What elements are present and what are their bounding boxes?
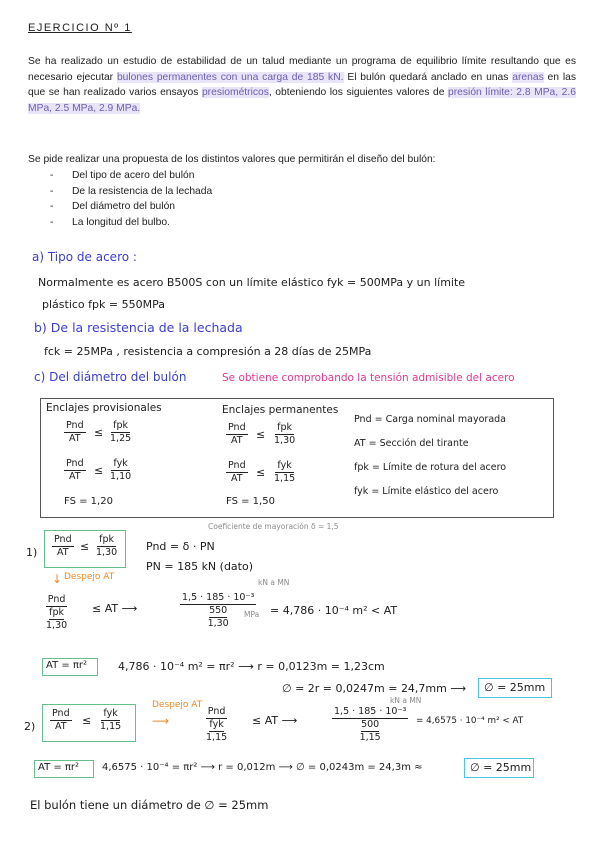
section-c-title: c) Del diámetro del bulón	[34, 370, 187, 384]
coef-annotation: Coeficiente de mayoración δ = 1,5	[208, 522, 339, 531]
section-b-title: b) De la resistencia de la lechada	[34, 320, 243, 335]
step2-number: 2)	[24, 720, 36, 733]
leq-sign: ≤	[256, 466, 266, 479]
conclusion: El bulón tiene un diámetro de ∅ = 25mm	[30, 798, 269, 812]
leq-sign: ≤	[94, 426, 104, 439]
perm-f1-rhs: fpk 1,30	[274, 422, 296, 446]
step1-number: 1)	[26, 546, 38, 559]
step2-numeric-fraction: 1,5 · 185 · 10⁻³ 500 1,15	[334, 706, 407, 743]
task-item: - Del diámetro del bulón	[50, 199, 212, 215]
step1-diameter-result: ∅ = 25mm	[484, 681, 546, 694]
perm-fs: FS = 1,50	[226, 496, 275, 507]
highlight-soil: arenas	[512, 71, 544, 83]
section-b-line: fck = 25MPa , resistencia a compresión a 28 días de 25MPa	[44, 345, 372, 358]
step1-radius: 4,786 · 10⁻⁴ m² = πr² ⟶ r = 0,0123m = 1,23cm	[118, 660, 385, 673]
pnd-formula: Pnd = δ · PN	[146, 540, 215, 553]
legend-fyk: fyk = Límite elástico del acero	[354, 486, 499, 497]
unit-note-2: kN a MN	[390, 696, 422, 705]
pn-value: PN = 185 kN (dato)	[146, 560, 254, 573]
despejo-label-1: Despejo AT	[64, 572, 115, 582]
step1-diameter: ∅ = 2r = 0,0247m = 24,7mm ⟶	[282, 682, 467, 695]
problem-statement	[28, 54, 576, 116]
area-formula: AT = πr²	[46, 660, 88, 671]
step1-result: = 4,786 · 10⁻⁴ m² < AT	[270, 604, 398, 617]
step1-numeric-fraction: 1,5 · 185 · 10⁻³ 550 1,30	[182, 592, 255, 629]
section-a-title: a) Tipo de acero :	[32, 250, 137, 264]
legend-at: AT = Sección del tirante	[354, 438, 469, 449]
permanent-title: Enclajes permanentes	[222, 404, 339, 416]
prov-f2-rhs: fyk 1,10	[110, 458, 132, 482]
task-list	[50, 168, 212, 230]
statement-text: en las que se han realizado varios ensayos	[28, 71, 576, 98]
mpa-annotation: MPa	[244, 610, 260, 619]
perm-f1-lhs: Pnd AT	[228, 422, 246, 446]
step2-radius-diameter: 4,6575 · 10⁻⁴ = πr² ⟶ r = 0,012m ⟶ ∅ = 0,0243m = 24,3m ≈	[102, 762, 423, 773]
exercise-title: EJERCICIO Nº 1	[28, 22, 132, 34]
highlight-load: bulones permanentes con una carga de 185 kN.	[116, 71, 344, 83]
step2-lhs: Pnd AT	[52, 708, 70, 732]
step2-diameter-result: ∅ = 25mm	[470, 761, 532, 774]
step2-result: = 4,6575 · 10⁻⁴ m² < AT	[416, 716, 524, 726]
task-item: - Del tipo de acero del bulón	[50, 168, 212, 184]
prov-f1-lhs: Pnd AT	[66, 420, 84, 444]
area-formula-2: AT = πr²	[38, 762, 80, 773]
section-a-line1: Normalmente es acero B500S con un límite elástico fyk = 500MPa y un límite	[38, 276, 466, 289]
leq-sign: ≤	[80, 540, 90, 553]
step1-lhs: Pnd AT	[54, 534, 72, 558]
leq-sign: ≤	[94, 464, 104, 477]
prov-f1-rhs: fpk 1,25	[110, 420, 132, 444]
section-a-line2: plástico fpk = 550MPa	[42, 298, 165, 311]
step2-derived-fraction: Pnd fyk 1,15	[206, 706, 228, 743]
step1-derived-fraction: Pnd fpk 1,30	[46, 594, 68, 631]
task-item: - De la resistencia de la lechada	[50, 184, 212, 200]
provisional-title: Enclajes provisionales	[46, 402, 162, 414]
down-arrow-icon: ↓	[52, 572, 63, 586]
legend-fpk: fpk = Límite de rotura del acero	[354, 462, 507, 473]
highlight-test: presiométricos	[201, 87, 269, 98]
legend-pnd: Pnd = Carga nominal mayorada	[354, 414, 506, 425]
leq-sign: ≤	[82, 714, 92, 727]
step2-rhs: fyk 1,15	[100, 708, 122, 732]
leq-at: ≤ AT ⟶	[92, 602, 138, 615]
despejo-label-2: Despejo AT	[152, 700, 203, 710]
task-statement: Se pide realizar una propuesta de los distintos valores que permitirán el diseño del bulón:	[28, 154, 436, 165]
perm-f2-rhs: fyk 1,15	[274, 460, 296, 484]
step1-rhs: fpk 1,30	[96, 534, 118, 558]
right-arrow-icon: ⟶	[152, 714, 170, 728]
prov-fs: FS = 1,20	[64, 496, 113, 507]
section-c-note: Se obtiene comprobando la tensión admisible del acero	[222, 372, 515, 384]
statement-text: Se ha realizado un estudio de estabilidad de un talud mediante un programa de equilibrio límite resultando que es necesario ejecutar	[28, 56, 576, 83]
leq-sign: ≤	[256, 428, 266, 441]
task-item: - La longitud del bulbo.	[50, 215, 212, 231]
unit-note-1: kN a MN	[258, 578, 290, 587]
statement-text: , obteniendo los siguientes valores de	[268, 87, 449, 98]
highlight-pressure: presión límite: 2.8 MPa, 2.6 MPa, 2.5 MPa, 2.9 MPa.	[28, 87, 576, 114]
prov-f2-lhs: Pnd AT	[66, 458, 84, 482]
statement-text: El bulón quedará anclado en unas	[343, 71, 513, 83]
perm-f2-lhs: Pnd AT	[228, 460, 246, 484]
leq-at: ≤ AT ⟶	[252, 714, 298, 727]
